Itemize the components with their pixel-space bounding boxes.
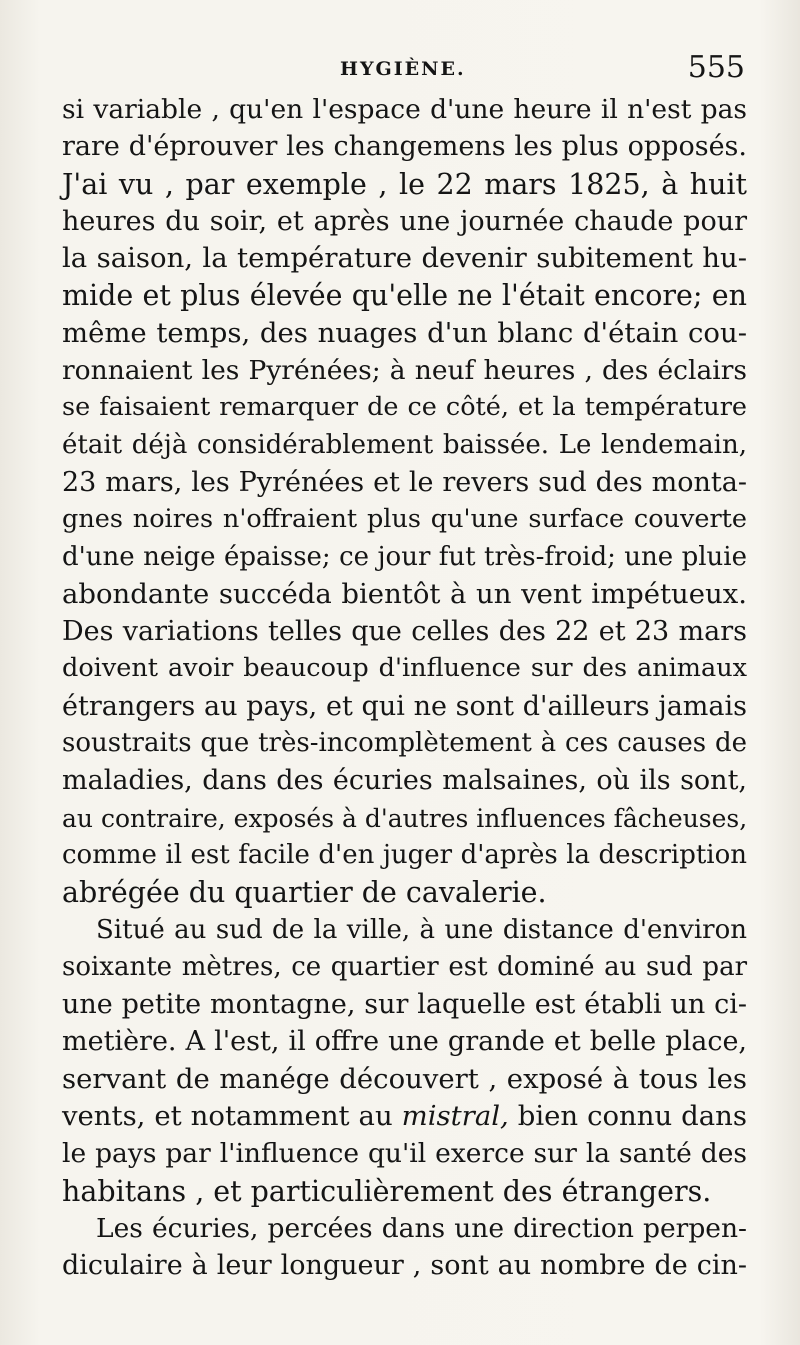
text-line: 23 mars, les Pyrénées et le revers sud des monta-: [62, 466, 747, 498]
italic-word: mistral,: [401, 1100, 509, 1133]
text-line: se faisaient remarquer de ce côté, et la température: [62, 392, 747, 423]
text-line: au contraire, exposés à d'autres influences fâcheuses,: [62, 803, 748, 833]
text-line: une petite montagne, sur laquelle est établi un ci-: [62, 989, 747, 1021]
text-line: comme il est facile d'en juger d'après la description: [62, 839, 747, 870]
running-head: HYGIÈNE.: [340, 58, 466, 80]
text-line: soustraits que très-incomplètement à ces causes de: [62, 728, 747, 759]
text-line: heures du soir, et après une journée chaude pour: [62, 205, 747, 237]
text-line: gnes noires n'offraient plus qu'une surface couverte: [62, 504, 747, 535]
text-line-mixed: [62, 1098, 747, 1135]
text-line: doivent avoir beaucoup d'influence sur des animaux: [62, 653, 747, 684]
body-text: [62, 91, 747, 1285]
text-line: Situé au sud de la ville, à une distance d'environ: [96, 914, 747, 945]
text-line: Les écuries, percées dans une direction perpen-: [96, 1212, 747, 1244]
text-line: diculaire à leur longueur , sont au nombre de cin-: [62, 1250, 747, 1282]
text-line: habitans , et particulièrement des étrangers.: [62, 1174, 712, 1208]
text-line: si variable , qu'en l'espace d'une heure il n'est pas: [62, 94, 747, 125]
text-line: mide et plus élevée qu'elle ne l'était encore; en: [62, 279, 747, 313]
text-line: abondante succéda bientôt à un vent impétueux.: [62, 577, 747, 610]
text-line: Des variations telles que celles des 22 et 23 mars: [62, 616, 747, 648]
text-line: rare d'éprouver les changemens les plus opposés.: [62, 131, 747, 163]
text-line: maladies, dans des écuries malsaines, où ils sont,: [62, 765, 747, 797]
text-fragment: vents, et notamment au: [62, 1100, 393, 1133]
text-line: soixante mètres, ce quartier est dominé au sud par: [62, 951, 747, 982]
page-header: [62, 50, 745, 90]
text-line: ronnaient les Pyrénées; à neuf heures , des éclairs: [62, 355, 747, 387]
text-line: J'ai vu , par exemple , le 22 mars 1825, à huit: [62, 167, 747, 201]
text-line: le pays par l'influence qu'il exerce sur la santé des: [62, 1138, 747, 1170]
text-line: d'une neige épaisse; ce jour fut très-froid; une pluie: [62, 541, 747, 572]
text-line: servant de manége découvert , exposé à tous les: [62, 1062, 747, 1095]
text-line: était déjà considérablement baissée. Le lendemain,: [62, 429, 747, 460]
page-number: 555: [687, 50, 745, 85]
text-line: metière. A l'est, il offre une grande et belle place,: [62, 1026, 747, 1058]
text-fragment: bien connu dans: [517, 1100, 747, 1133]
text-line: la saison, la température devenir subitement hu-: [62, 242, 747, 275]
text-line: abrégée du quartier de cavalerie.: [62, 876, 547, 910]
text-line: même temps, des nuages d'un blanc d'étain cou-: [62, 316, 747, 349]
text-line: étrangers au pays, et qui ne sont d'ailleurs jamais: [62, 690, 747, 722]
